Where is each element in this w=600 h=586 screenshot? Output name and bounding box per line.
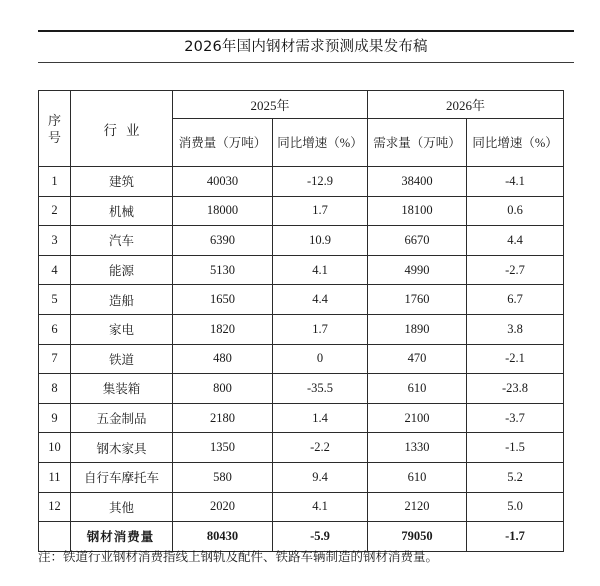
column-header-index-line2: 号	[47, 129, 61, 145]
table-total-row	[39, 522, 564, 552]
cell-index	[39, 522, 71, 552]
cell-index: 11	[39, 462, 71, 492]
cell-2025-volume: 6390	[173, 226, 273, 256]
table-row	[39, 226, 564, 256]
cell-2026-growth: 5.2	[467, 462, 564, 492]
cell-2025-volume: 1820	[173, 314, 273, 344]
cell-2026-growth: 3.8	[467, 314, 564, 344]
table-row	[39, 433, 564, 463]
title-rule-bottom	[38, 62, 574, 63]
cell-index: 1	[39, 167, 71, 197]
cell-2026-demand: 470	[368, 344, 467, 374]
cell-index: 12	[39, 492, 71, 522]
cell-total-2025-volume: 80430	[173, 522, 273, 552]
cell-2025-growth: 0	[273, 344, 368, 374]
cell-index: 8	[39, 374, 71, 404]
cell-index: 4	[39, 255, 71, 285]
cell-2025-volume: 2020	[173, 492, 273, 522]
cell-2025-volume: 1650	[173, 285, 273, 315]
cell-2025-volume: 480	[173, 344, 273, 374]
table-row	[39, 492, 564, 522]
cell-2026-growth: -23.8	[467, 374, 564, 404]
cell-2026-demand: 1330	[368, 433, 467, 463]
cell-2025-volume: 1350	[173, 433, 273, 463]
cell-2026-growth: -2.1	[467, 344, 564, 374]
cell-2025-growth: -35.5	[273, 374, 368, 404]
cell-2025-growth: 9.4	[273, 462, 368, 492]
cell-2025-growth: 4.1	[273, 492, 368, 522]
column-group-header-2025: 2025年	[173, 91, 368, 119]
table-row	[39, 255, 564, 285]
cell-2025-volume: 580	[173, 462, 273, 492]
cell-2025-growth: 1.4	[273, 403, 368, 433]
cell-industry: 汽车	[71, 226, 173, 256]
page-title: 2026年国内钢材需求预测成果发布稿	[184, 39, 428, 55]
column-header-index-line1: 序	[47, 112, 61, 128]
cell-total-2026-demand: 79050	[368, 522, 467, 552]
cell-index: 3	[39, 226, 71, 256]
cell-2026-growth: 4.4	[467, 226, 564, 256]
table-footnote: 注：铁道行业钢材消费指线上钢轨及配件、铁路车辆制造的钢材消费量。	[38, 550, 439, 564]
table-row	[39, 167, 564, 197]
column-group-header-2026: 2026年	[368, 91, 564, 119]
cell-industry: 家电	[71, 314, 173, 344]
cell-2026-growth: 0.6	[467, 196, 564, 226]
cell-2026-growth: -4.1	[467, 167, 564, 197]
table-row	[39, 462, 564, 492]
cell-2025-volume: 40030	[173, 167, 273, 197]
cell-industry: 钢木家具	[71, 433, 173, 463]
table-row	[39, 196, 564, 226]
cell-2026-demand: 1760	[368, 285, 467, 315]
cell-total-label: 钢材消费量	[71, 522, 173, 552]
cell-index: 9	[39, 403, 71, 433]
cell-total-2026-growth: -1.7	[467, 522, 564, 552]
cell-2026-demand: 610	[368, 374, 467, 404]
cell-industry: 机械	[71, 196, 173, 226]
cell-industry: 五金制品	[71, 403, 173, 433]
column-header-index	[39, 91, 71, 167]
cell-2025-growth: 4.1	[273, 255, 368, 285]
cell-2025-growth: 1.7	[273, 196, 368, 226]
column-header-2025-volume: 消费量（万吨）	[173, 119, 273, 167]
table-row	[39, 314, 564, 344]
table-body	[39, 167, 564, 552]
cell-2025-volume: 2180	[173, 403, 273, 433]
cell-2025-volume: 800	[173, 374, 273, 404]
table-row	[39, 344, 564, 374]
cell-2026-growth: 5.0	[467, 492, 564, 522]
cell-2026-demand: 38400	[368, 167, 467, 197]
steel-demand-table	[38, 90, 564, 552]
cell-2025-growth: 4.4	[273, 285, 368, 315]
cell-2026-growth: 6.7	[467, 285, 564, 315]
cell-industry: 铁道	[71, 344, 173, 374]
cell-2026-demand: 2120	[368, 492, 467, 522]
cell-industry: 造船	[71, 285, 173, 315]
cell-2025-volume: 18000	[173, 196, 273, 226]
cell-index: 5	[39, 285, 71, 315]
table-header-row-1	[39, 91, 564, 119]
cell-2025-growth: -2.2	[273, 433, 368, 463]
cell-2026-growth: -3.7	[467, 403, 564, 433]
cell-2025-growth: -12.9	[273, 167, 368, 197]
cell-2026-growth: -1.5	[467, 433, 564, 463]
cell-index: 7	[39, 344, 71, 374]
column-header-industry: 行业	[71, 91, 173, 167]
cell-industry: 其他	[71, 492, 173, 522]
cell-2026-demand: 4990	[368, 255, 467, 285]
cell-industry: 能源	[71, 255, 173, 285]
cell-2025-growth: 1.7	[273, 314, 368, 344]
cell-index: 10	[39, 433, 71, 463]
cell-2026-demand: 610	[368, 462, 467, 492]
table-header	[39, 91, 564, 167]
cell-2025-volume: 5130	[173, 255, 273, 285]
table-row	[39, 403, 564, 433]
table-row	[39, 285, 564, 315]
cell-total-2025-growth: -5.9	[273, 522, 368, 552]
cell-2025-growth: 10.9	[273, 226, 368, 256]
cell-index: 6	[39, 314, 71, 344]
column-header-2026-growth: 同比增速（%）	[467, 119, 564, 167]
table-row	[39, 374, 564, 404]
cell-industry: 自行车摩托车	[71, 462, 173, 492]
cell-2026-demand: 1890	[368, 314, 467, 344]
cell-index: 2	[39, 196, 71, 226]
cell-2026-demand: 6670	[368, 226, 467, 256]
cell-industry: 建筑	[71, 167, 173, 197]
column-header-2025-growth: 同比增速（%）	[273, 119, 368, 167]
title-block	[38, 30, 574, 63]
cell-industry: 集装箱	[71, 374, 173, 404]
column-header-2026-demand: 需求量（万吨）	[368, 119, 467, 167]
cell-2026-growth: -2.7	[467, 255, 564, 285]
cell-2026-demand: 2100	[368, 403, 467, 433]
steel-demand-table-wrap	[38, 90, 563, 552]
cell-2026-demand: 18100	[368, 196, 467, 226]
